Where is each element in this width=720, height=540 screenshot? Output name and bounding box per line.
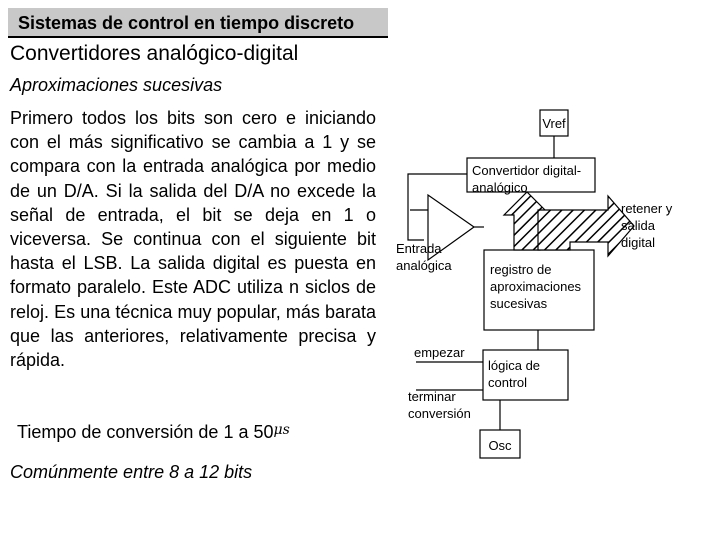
dac-label: Convertidor digital-analógico: [472, 163, 582, 195]
sar-label: registro de aproximaciones sucesivas: [490, 262, 582, 311]
slide-header-title: Sistemas de control en tiempo discreto: [18, 13, 355, 33]
start-label: empezar: [414, 345, 465, 360]
vref-label: Vref: [542, 116, 566, 131]
microsecond-unit: μs: [273, 422, 290, 438]
conversion-time-text: Tiempo de conversión de 1 a 50: [17, 422, 274, 442]
end-conversion-label: terminar conversión: [408, 389, 471, 421]
description-paragraph: Primero todos los bits son cero e iniciando con el más significativo se cambia a 1 y se compara con la entrada analógica por medio de un D/A. Si la salida del D/A no excede la señal de entrada, el bit se deja en 1 o viceversa. Se continua con el siguiente bit hasta el LSB. La salida digital es puesta en formato paralelo. Este ADC utiliza n siclos de reloj. Es una técnica muy popular, más barata que las anteriores, relativamente precisa y rápida.: [10, 108, 376, 371]
osc-label: Osc: [488, 438, 512, 453]
section-heading: Aproximaciones sucesivas: [10, 75, 223, 95]
sar-adc-block-diagram: [388, 100, 688, 470]
conversion-time-line: [17, 422, 290, 443]
slide-subtitle: Convertidores analógico-digital: [10, 42, 299, 65]
output-label: retener y salida digital: [621, 201, 673, 250]
analog-input-label: Entrada analógica: [396, 241, 452, 273]
control-logic-label: lógica de control: [488, 358, 541, 390]
slide-header-bar: [8, 8, 388, 38]
common-bits-line: Comúnmente entre 8 a 12 bits: [10, 462, 253, 482]
bus-arrow-to-output: [538, 196, 634, 256]
